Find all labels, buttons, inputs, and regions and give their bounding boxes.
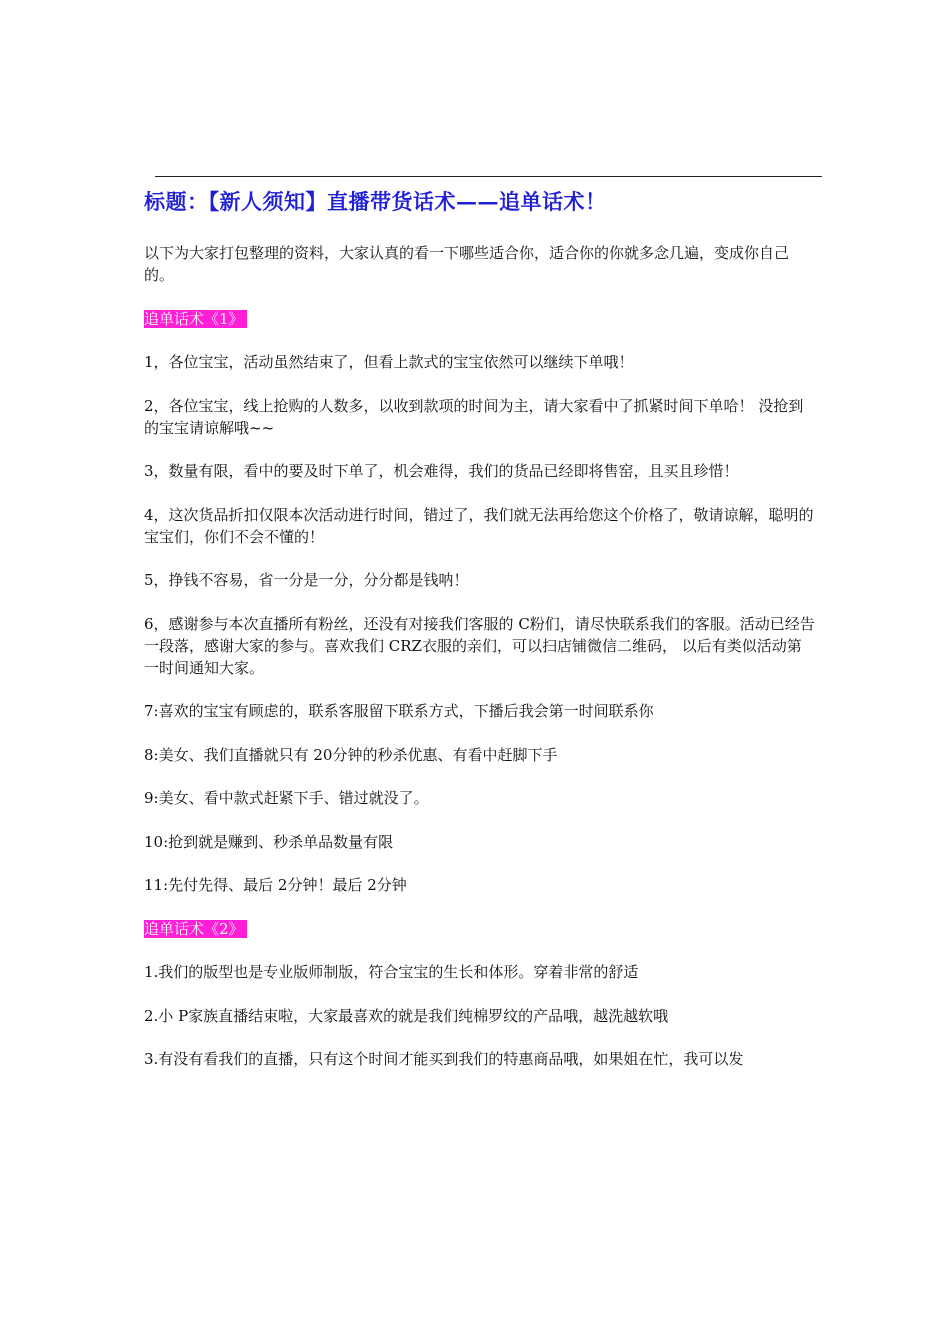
list-item: 10:抢到就是赚到、秒杀单品数量有限 — [144, 832, 394, 851]
section-label: 追单话术《1》 — [144, 310, 247, 328]
list-item: 3，数量有限，看中的要及时下单了，机会难得，我们的货品已经即将售窑，且买且珍惜！ — [144, 462, 739, 480]
list-item: 2.小 P家族直播结束啦，大家最喜欢的就是我们纯棉罗纹的产品哦，越洗越软哦 — [144, 1006, 669, 1025]
section-label: 追单话术《2》 — [144, 920, 247, 938]
document-title: 标题：【新人须知】直播带货话术——追单话术！ — [144, 189, 607, 214]
list-item: 1，各位宝宝，活动虽然结束了，但看上款式的宝宝依然可以继续下单哦！ — [144, 353, 634, 371]
section-heading-2 — [144, 918, 816, 940]
list-item: 6，感谢参与本次直播所有粉丝，还没有对接我们客服的 C粉们，请尽快联系我们的客服。活动已经告一段落，感谢大家的参与。喜欢我们 CRZ衣服的亲们，可以扫店铺微信二维码， 以后有类似活动第一时间通知大家。 — [144, 614, 815, 677]
list-item: 4，这次货品折扣仅限本次活动进行时间，错过了，我们就无法再给您这个价格了，敬请谅解，聪明的宝宝们，你们不会不懂的！ — [144, 505, 814, 546]
list-item: 1.我们的版型也是专业版师制版，符合宝宝的生长和体形。穿着非常的舒适 — [144, 963, 639, 981]
header-rule — [155, 176, 822, 177]
intro-paragraph: 以下为大家打包整理的资料，大家认真的看一下哪些适合你，适合你的你就多念几遍，变成你自己的。 — [144, 244, 790, 284]
list-item: 9:美女、看中款式赶紧下手、错过就没了。 — [144, 789, 429, 807]
list-item: 3.有没有看我们的直播，只有这个时间才能买到我们的特惠商品哦，如果姐在忙，我可以发 — [144, 1050, 744, 1068]
list-item: 5，挣钱不容易，省一分是一分，分分都是钱呐！ — [144, 571, 469, 589]
section-heading-1 — [144, 308, 816, 330]
list-item: 11:先付先得、最后 2分钟！最后 2分钟 — [144, 876, 407, 894]
list-item: 2，各位宝宝，线上抢购的人数多，以收到款项的时间为主，请大家看中了抓紧时间下单哈！ 没抢到的宝宝请谅解哦~~ — [144, 396, 804, 437]
list-item: 7:喜欢的宝宝有顾虑的，联系客服留下联系方式，下播后我会第一时间联系你 — [144, 702, 654, 720]
list-item: 8:美女、我们直播就只有 20分钟的秒杀优惠、有看中赶脚下手 — [144, 745, 558, 764]
document-body — [144, 242, 816, 1092]
